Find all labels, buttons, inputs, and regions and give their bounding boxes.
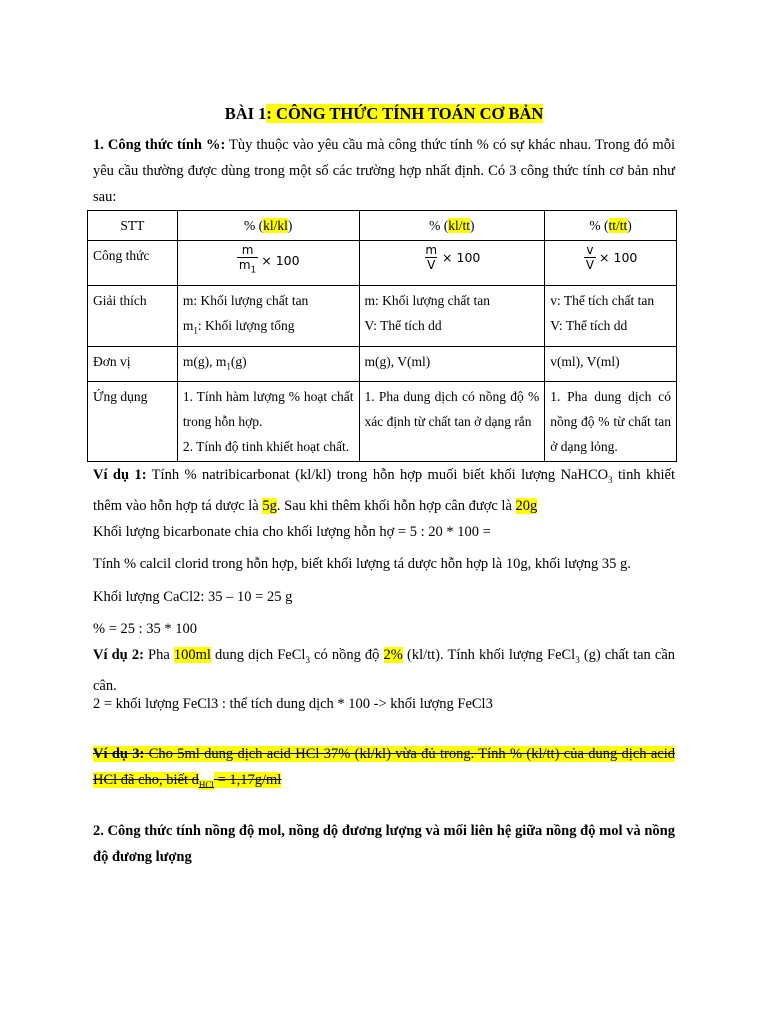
header-stt: STT xyxy=(88,211,178,241)
explain-kl-tt xyxy=(359,286,545,347)
fraction-denominator: V xyxy=(427,258,436,272)
unit-text: (g) xyxy=(230,353,247,369)
header-kl-tt xyxy=(359,211,545,241)
example2-text: Pha xyxy=(143,647,174,663)
explain-line: m: Khối lượng chất tan xyxy=(364,293,490,308)
fraction-numerator: v xyxy=(586,243,594,257)
explain-text: m xyxy=(182,318,194,333)
explain-line: m: Khối lượng chất tan xyxy=(182,293,309,308)
times-100: × 100 xyxy=(261,252,300,268)
example3-label: Ví dụ 3: xyxy=(93,746,145,762)
percent-calc-line: % = 25 : 35 * 100 xyxy=(93,621,198,637)
use-kl-tt: 1. Pha dung dịch có nồng độ % xác định từ chất tan ở dạng rắn xyxy=(359,382,545,462)
page-title xyxy=(93,104,675,124)
header-text: % ( xyxy=(244,218,264,233)
explain-label: Giải thích xyxy=(88,286,178,347)
formula-kl-kl xyxy=(177,241,359,286)
use-row xyxy=(88,382,677,462)
explain-line xyxy=(183,313,354,344)
example1-text: tinh khiết thêm vào hỗn hợp tá dược là xyxy=(93,467,675,514)
header-kl-kl xyxy=(177,211,359,241)
explain-line: V: Thể tích dd xyxy=(550,318,628,333)
explain-text: : Khối lượng tổng xyxy=(197,318,295,333)
explain-line: v: Thể tích chất tan xyxy=(550,293,655,308)
explain-row xyxy=(88,286,677,347)
bicarbonate-line: Khối lượng bicarbonate chia cho khối lượng hỗn hợ = 5 : 20 * 100 = xyxy=(93,524,491,540)
example1-subscript: 3 xyxy=(608,474,613,485)
example3-subscript: HCl xyxy=(198,779,214,790)
fraction-numerator: m xyxy=(241,243,254,257)
unit-kl-kl xyxy=(177,346,359,382)
explain-tt-tt xyxy=(545,286,677,347)
unit-row xyxy=(88,346,677,382)
use-label: Ứng dụng xyxy=(88,382,178,462)
example1-text: Tính % natribicarbonat (kl/kl) trong hỗn hợp muối biết khối lượng NaHCO xyxy=(146,467,609,483)
example1-text: . Sau khi thêm khối hỗn hợp cân được là xyxy=(276,497,516,514)
header-text: ) xyxy=(287,218,293,233)
explain-subscript: 1 xyxy=(193,325,198,336)
fraction-denominator xyxy=(237,257,258,277)
example2-label: Ví dụ 2: xyxy=(93,647,144,663)
example2-text: (g) chất tan cần cân. xyxy=(93,647,676,694)
relation-line: 2 = khối lượng FeCl3 : thể tích dung dịch * 100 -> khối lượng FeCl3 xyxy=(93,696,493,712)
unit-kl-tt: m(g), V(ml) xyxy=(359,346,545,382)
explain-line: V: Thể tích dd xyxy=(364,318,442,333)
unit-subscript: 1 xyxy=(226,361,231,372)
fraction-denominator: V xyxy=(585,258,595,272)
times-100: × 100 xyxy=(599,250,638,265)
example3-text: = 1,17g/ml xyxy=(213,772,282,788)
use-item: 1. Tính hàm lượng % hoạt chất trong hỗn hợp. xyxy=(182,389,354,430)
denominator-text: m xyxy=(238,258,251,272)
section2-heading: 2. Công thức tính nồng độ mol, nồng dộ đương lượng và mối liên hệ giữa nồng độ mol và nồng độ đương lượng xyxy=(93,823,675,865)
section1-text: Tùy thuộc vào yêu cầu mà công thức tính % có sự khác nhau. Trong đó mỗi yêu cầu thường được dùng trong một số các trường hợp nhất định. Có 3 công thức tính cơ bản như sau: xyxy=(93,137,675,205)
example2-highlight-100ml: 100ml xyxy=(173,647,211,663)
header-text: ) xyxy=(627,218,632,233)
example2-text: có nồng độ xyxy=(309,647,384,663)
unit-label: Đơn vị xyxy=(88,346,178,382)
fraction xyxy=(584,243,596,272)
formula-row xyxy=(88,241,677,286)
title-prefix: BÀI 1 xyxy=(224,104,267,123)
example2-text: (kl/tt). Tính khối lượng FeCl xyxy=(402,647,576,663)
fraction-numerator: m xyxy=(425,243,438,257)
header-text: % ( xyxy=(589,218,609,233)
header-text: ) xyxy=(470,218,475,233)
example2-text: dung dịch FeCl xyxy=(210,647,306,663)
fraction xyxy=(237,243,258,277)
title-highlighted: : CÔNG THỨC TÍNH TOÁN CƠ BẢN xyxy=(266,104,544,123)
example1-paragraph xyxy=(93,462,675,519)
unit-tt-tt: v(ml), V(ml) xyxy=(545,346,677,382)
formula-kl-tt xyxy=(359,241,545,286)
header-text: % ( xyxy=(429,218,449,233)
explain-kl-kl xyxy=(177,286,359,347)
table-header-row xyxy=(88,211,677,241)
use-kl-kl xyxy=(177,382,359,462)
example3-text: Cho 5ml dung dịch acid HCl 37% (kl/kl) vừa đủ trong. Tính % (kl/tt) của dung dịch acid HCl đã cho, biết d xyxy=(93,746,675,788)
example1-highlight-5g: 5g xyxy=(262,497,277,514)
calcium-chloride-line: Tính % calcil clorid trong hỗn hợp, biết khối lượng tá dược hỗn hợp là 10g, khối lượng 35 g. xyxy=(93,556,631,572)
formula-label: Công thức xyxy=(88,241,178,286)
use-tt-tt: 1. Pha dung dịch có nồng độ % từ chất tan ở dạng lỏng. xyxy=(545,382,677,462)
cacl2-mass-line: Khối lượng CaCl2: 35 – 10 = 25 g xyxy=(93,589,293,605)
header-tt-tt xyxy=(545,211,677,241)
denominator-subscript: 1 xyxy=(250,265,257,276)
example2-subscript: 3 xyxy=(305,654,310,665)
use-item: 2. Tính độ tinh khiết hoạt chất. xyxy=(182,439,350,455)
example3-paragraph xyxy=(93,741,675,798)
percent-formula-table xyxy=(87,210,677,462)
section1-paragraph xyxy=(93,132,675,210)
section1-heading: 1. Công thức tính %: xyxy=(93,137,226,153)
unit-text: m(g), m xyxy=(182,353,227,369)
header-highlight: kl/kl xyxy=(263,218,288,233)
times-100: × 100 xyxy=(442,250,481,265)
header-highlight: tt/tt xyxy=(608,218,628,233)
example1-label: Ví dụ 1: xyxy=(93,467,147,483)
fraction xyxy=(423,243,439,272)
example2-subscript: 3 xyxy=(575,654,580,665)
example1-highlight-20g: 20g xyxy=(515,497,538,514)
example2-highlight-2pct: 2% xyxy=(383,647,403,663)
formula-tt-tt xyxy=(545,241,677,286)
header-highlight: kl/tt xyxy=(448,218,471,233)
